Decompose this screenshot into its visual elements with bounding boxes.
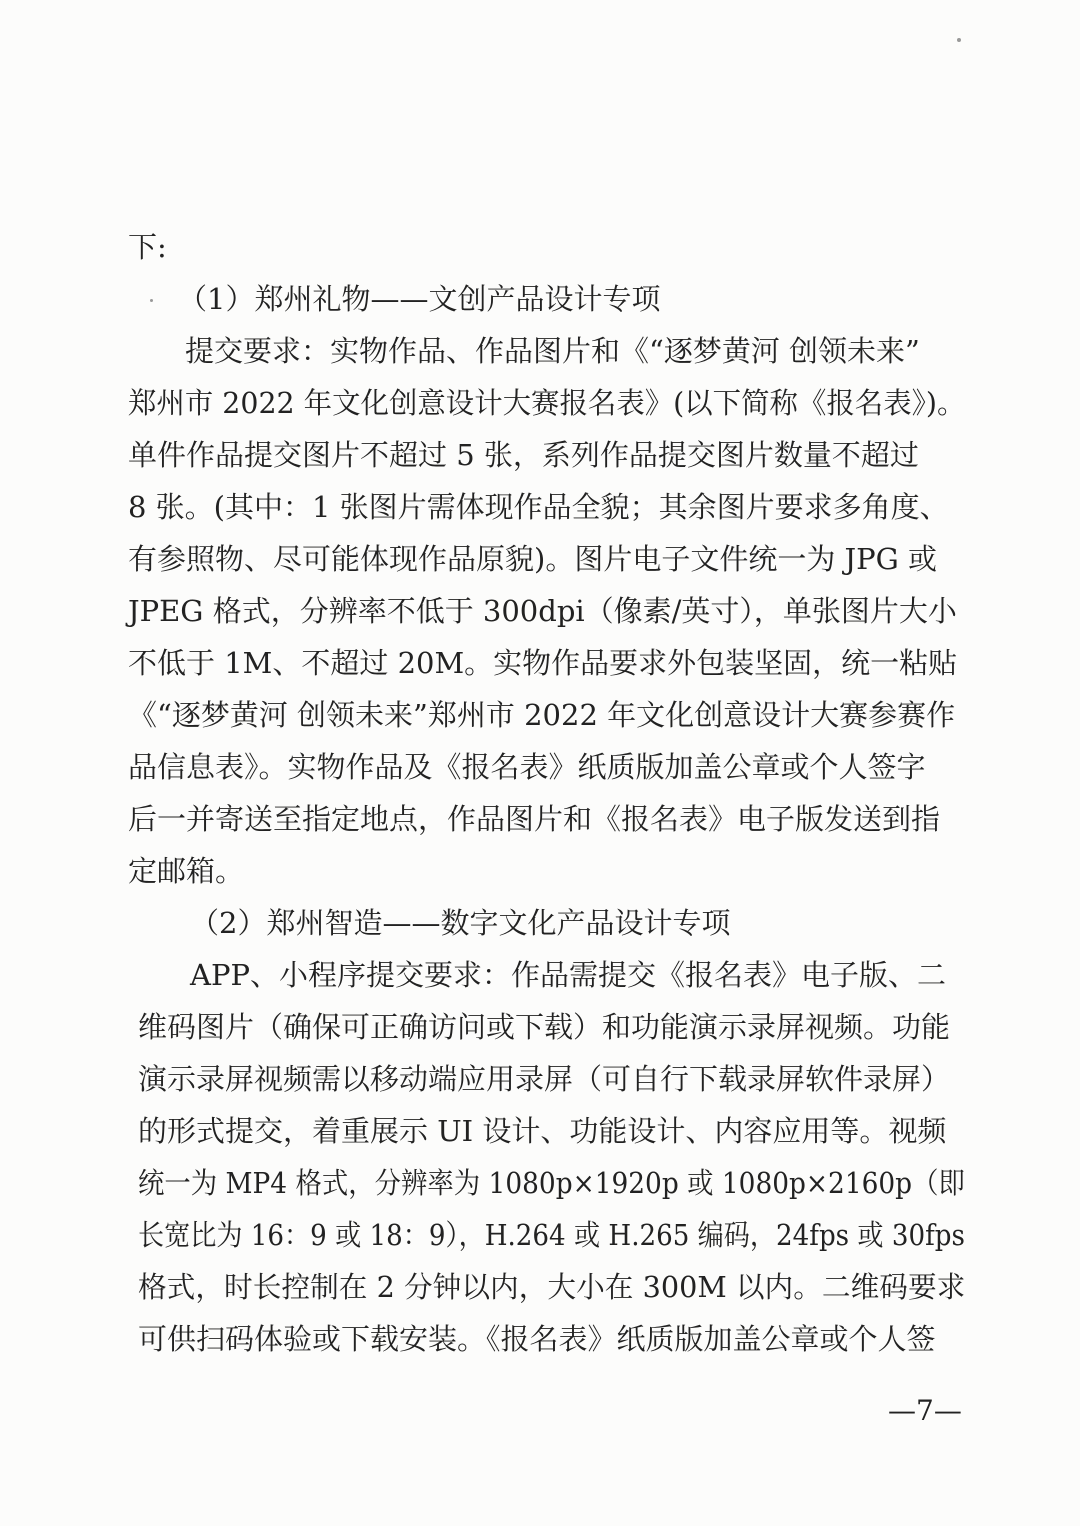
text-line: 不低于 1M、不超过 20M。实物作品要求外包装坚固，统一粘贴 [128, 646, 958, 680]
text-line: 长宽比为 16：9 或 18：9），H.264 或 H.265 编码，24fps 或 30fps [138, 1218, 965, 1252]
text-line: 《“逐梦黄河 创领未来”郑州市 2022 年文化创意设计大赛参赛作 [128, 698, 956, 732]
text-line: 8 张。(其中：1 张图片需体现作品全貌；其余图片要求多角度、 [128, 490, 949, 524]
text-line: 提交要求：实物作品、作品图片和《“逐梦黄河 创领未来” [185, 334, 920, 368]
text-line: 统一为 MP4 格式，分辨率为 1080p×1920p 或 1080p×2160p（即 [138, 1166, 965, 1200]
page-number: —7— [888, 1394, 962, 1427]
text-line: 格式，时长控制在 2 分钟以内，大小在 300M 以内。二维码要求 [138, 1270, 966, 1304]
text-line: JPEG 格式，分辨率不低于 300dpi（像素/英寸），单张图片大小 [128, 594, 957, 628]
text-line: 郑州市 2022 年文化创意设计大赛报名表》(以下简称《报名表》)。 [128, 386, 966, 420]
text-line: 品信息表》。实物作品及《报名表》纸质版加盖公章或个人签字 [128, 750, 926, 784]
text-line: 的形式提交，着重展示 UI 设计、功能设计、内容应用等。视频 [138, 1114, 947, 1148]
section-heading: （1）郑州礼物——文创产品设计专项 [178, 282, 661, 316]
text-line: 定邮箱。 [128, 854, 245, 888]
text-line: 有参照物、尽可能体现作品原貌)。图片电子文件统一为 JPG 或 [128, 542, 938, 576]
scan-speck [150, 299, 153, 302]
text-line: 下: [128, 230, 167, 264]
text-line: 后一并寄送至指定地点，作品图片和《报名表》电子版发送到指 [128, 802, 941, 836]
text-line: 维码图片（确保可正确访问或下载）和功能演示录屏视频。功能 [138, 1010, 951, 1044]
text-line: 可供扫码体验或下载安装。《报名表》纸质版加盖公章或个人签 [138, 1322, 936, 1356]
scan-speck [957, 38, 961, 42]
text-line: 单件作品提交图片不超过 5 张，系列作品提交图片数量不超过 [128, 438, 919, 472]
text-line: 演示录屏视频需以移动端应用录屏（可自行下载录屏软件录屏） [138, 1062, 951, 1096]
section-heading: （2）郑州智造——数字文化产品设计专项 [190, 906, 731, 940]
text-line: APP、小程序提交要求：作品需提交《报名表》电子版、二 [190, 958, 946, 992]
